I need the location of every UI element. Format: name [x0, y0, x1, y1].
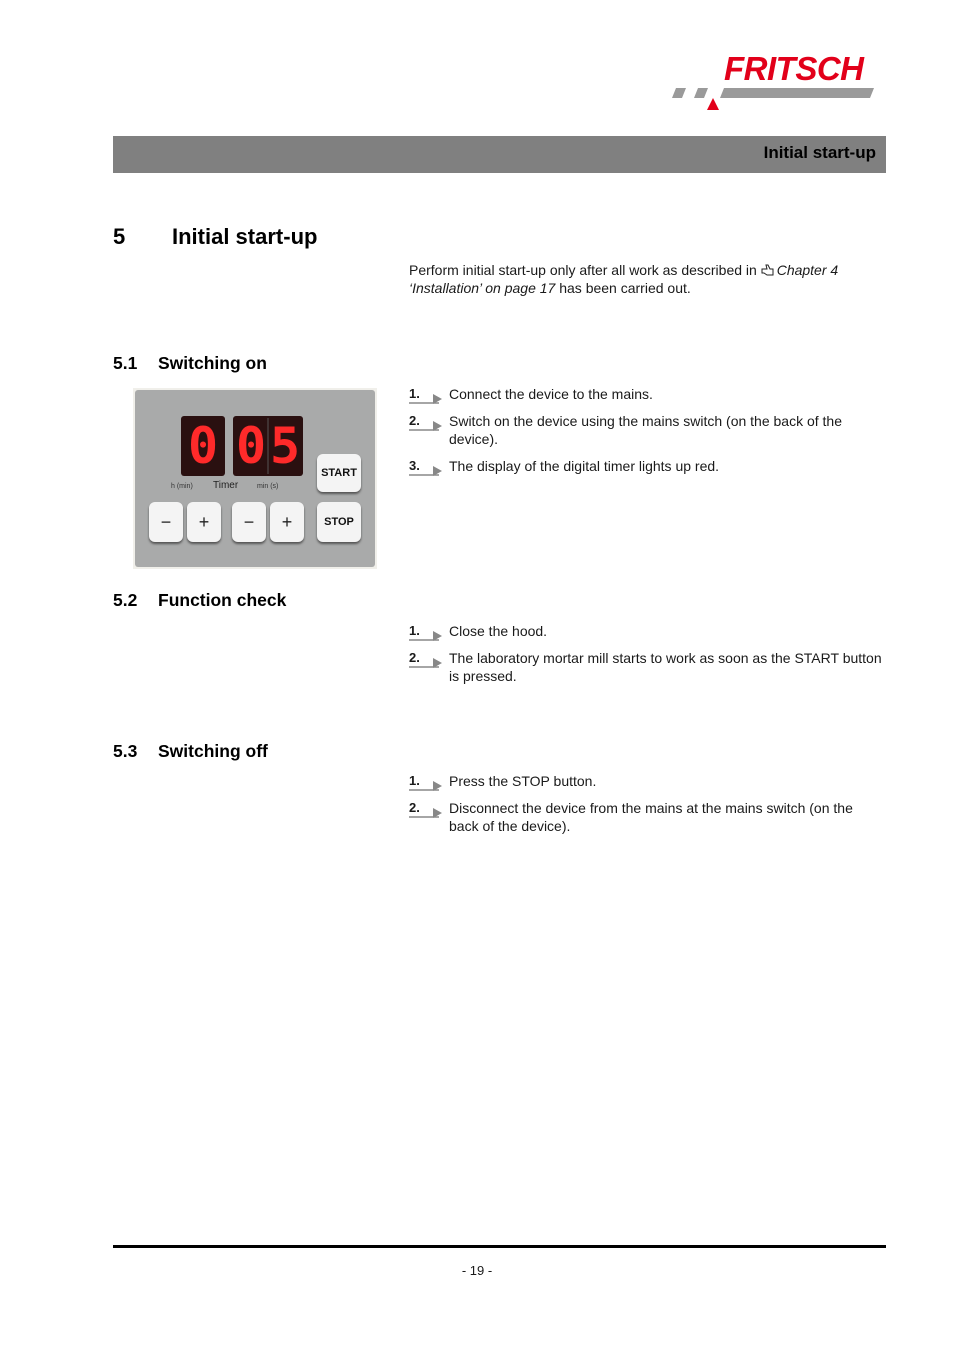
label-timer: Timer — [213, 480, 239, 491]
step-text: Switch on the device using the mains switch (on the back of the device). — [449, 413, 842, 447]
step-number-text: 1. — [409, 386, 420, 401]
section-title: Switching off — [158, 741, 268, 761]
section-heading-function-check — [113, 590, 286, 611]
steps-switching-off — [409, 772, 886, 844]
step-text: Disconnect the device from the mains at the mains switch (on the back of the device). — [449, 800, 853, 834]
hours-minus-button[interactable] — [149, 502, 183, 542]
intro-text: Perform initial start-up only after all work as described in — [409, 262, 761, 278]
step-number-text: 1. — [409, 623, 420, 638]
timer-control-panel — [133, 388, 377, 569]
stop-label: STOP — [324, 516, 354, 528]
minus-icon: − — [160, 512, 172, 532]
list-item — [409, 385, 886, 403]
step-text: The display of the digital timer lights up red. — [449, 458, 720, 474]
step-text: Close the hood. — [449, 623, 548, 639]
label-minutes: min (s) — [257, 483, 279, 490]
stop-button[interactable] — [317, 502, 361, 542]
section-title: Function check — [158, 590, 287, 610]
step-text: Press the STOP button. — [449, 773, 597, 789]
list-item — [409, 622, 886, 640]
step-number-text: 2. — [409, 650, 420, 665]
timer-digit: 0 — [235, 417, 267, 475]
step-text: The laboratory mortar mill starts to work as soon as the START button is pressed. — [449, 650, 882, 684]
step-number-text: 2. — [409, 800, 420, 815]
step-number — [409, 412, 441, 430]
list-item — [409, 412, 886, 448]
steps-function-check — [409, 622, 886, 694]
section-number: 5.3 — [113, 741, 138, 761]
list-item — [409, 772, 886, 790]
step-text: Connect the device to the mains. — [449, 386, 653, 402]
header-bar — [113, 136, 886, 173]
intro-text-end: has been carried out. — [555, 280, 691, 296]
section-title: Switching on — [158, 353, 267, 373]
label-hours: h (min) — [171, 483, 193, 490]
plus-icon: + — [281, 512, 293, 532]
step-number-text: 1. — [409, 773, 420, 788]
step-number — [409, 799, 441, 817]
footer-divider — [113, 1245, 886, 1248]
section-number: 5.2 — [113, 590, 138, 610]
section-heading-switching-off — [113, 741, 268, 762]
step-number-text: 3. — [409, 458, 420, 473]
step-number — [409, 622, 441, 640]
pointing-hand-icon — [761, 262, 777, 278]
step-number — [409, 457, 441, 475]
logo-wordmark: FRITSCH — [724, 50, 864, 87]
minutes-plus-button[interactable] — [270, 502, 304, 542]
fritsch-logo — [668, 50, 888, 114]
header-title: Initial start-up — [763, 143, 876, 162]
section-number: 5.1 — [113, 353, 138, 373]
hours-plus-button[interactable] — [187, 502, 221, 542]
minutes-minus-button[interactable] — [232, 502, 266, 542]
timer-digit: 0 — [187, 417, 219, 475]
page-number: - 19 - — [461, 1263, 493, 1278]
list-item — [409, 457, 886, 475]
intro-paragraph — [409, 261, 879, 297]
step-number-text: 2. — [409, 413, 420, 428]
section-heading-switching-on — [113, 353, 267, 374]
step-number — [409, 385, 441, 403]
list-item — [409, 649, 886, 685]
start-button[interactable] — [317, 454, 361, 492]
chapter-link[interactable]: Chapter 4 ‘Installation’ on page 17 — [409, 262, 839, 296]
step-number — [409, 649, 441, 667]
chapter-heading — [113, 224, 317, 250]
steps-switching-on — [409, 385, 886, 484]
minus-icon: − — [243, 512, 255, 532]
chapter-number: 5 — [113, 224, 126, 249]
plus-icon: + — [198, 512, 210, 532]
list-item — [409, 799, 886, 835]
step-number — [409, 772, 441, 790]
chapter-title: Initial start-up — [172, 224, 318, 249]
timer-digit: 5 — [269, 417, 301, 475]
start-label: START — [321, 467, 357, 479]
